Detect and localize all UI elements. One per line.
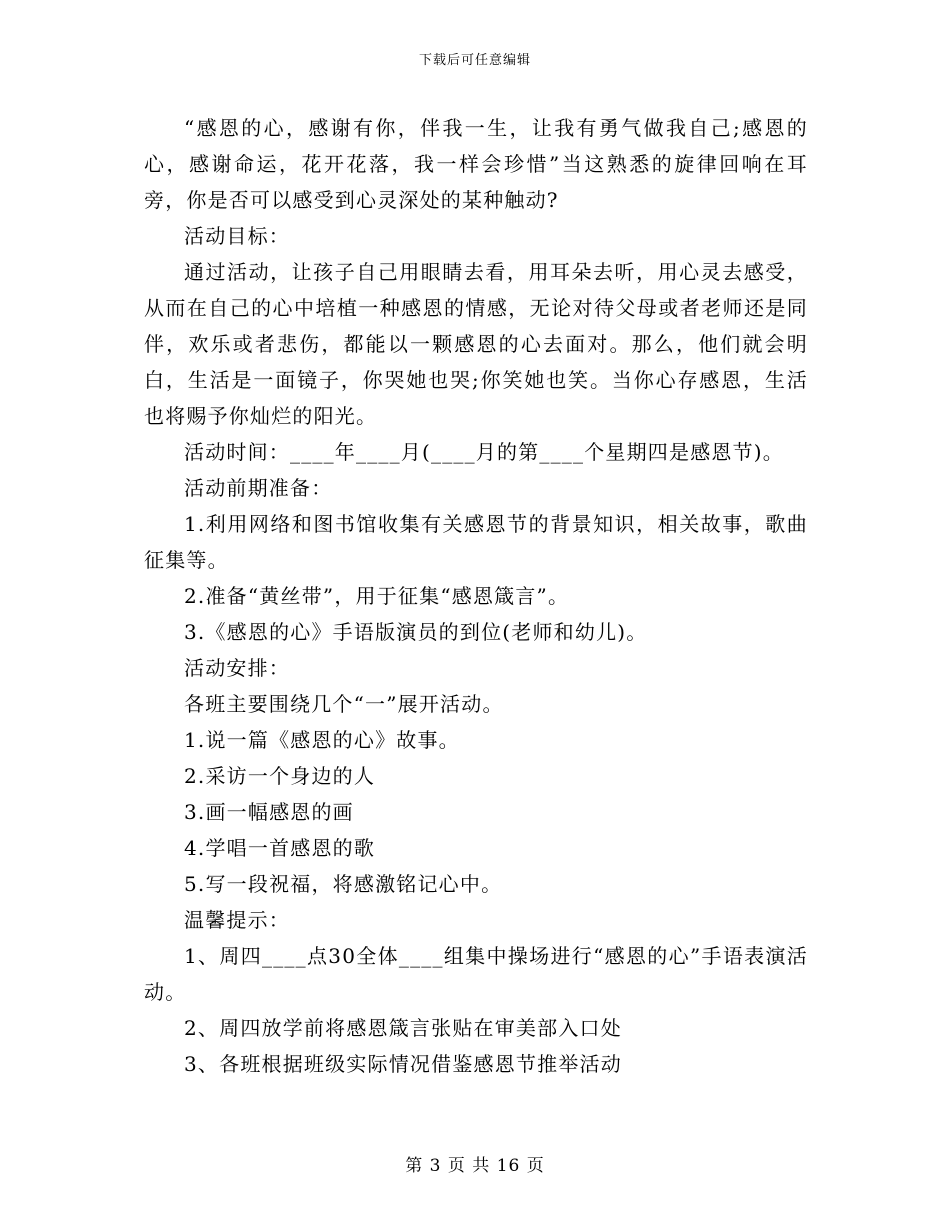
activity-time-line: 活动时间：____年____月(____月的第____个星期四是感恩节)。 (184, 440, 785, 464)
section-heading-goals: 活动目标： (184, 224, 290, 248)
arrangement-item: 3.画一幅感恩的画 (184, 800, 354, 824)
arrangement-item: 2.采访一个身边的人 (184, 764, 376, 788)
page-number-footer: 第 3 页 共 16 页 (405, 1156, 545, 1176)
page-header: 下载后可任意编辑 (418, 53, 531, 68)
arrangement-item: 5.写一段祝福，将感激铭记心中。 (184, 872, 503, 896)
intro-paragraph: “感恩的心，感谢有你，伴我一生，让我有勇气做我自己;感恩的心，感谢命运，花开花落，我一样会珍惜”当这熟悉的旋律回响在耳旁，你是否可以感受到心灵深处的某种触动? (144, 116, 808, 212)
document-body (144, 110, 808, 1082)
section-heading-tips: 温馨提示： (184, 908, 290, 932)
preparation-item: 1.利用网络和图书馆收集有关感恩节的背景知识，相关故事，歌曲征集等。 (144, 512, 808, 572)
preparation-item: 3.《感恩的心》手语版演员的到位(老师和幼儿)。 (184, 620, 648, 644)
section-heading-arrangement: 活动安排： (184, 656, 290, 680)
goals-paragraph: 通过活动，让孩子自己用眼睛去看，用耳朵去听，用心灵去感受，从而在自己的心中培植一种感恩的情感，无论对待父母或者老师还是同伴，欢乐或者悲伤，都能以一颗感恩的心去面对。那么，他们就会明白，生活是一面镜子，你哭她也哭;你笑她也笑。当你心存感恩，生活也将赐予你灿烂的阳光。 (144, 260, 808, 428)
arrangement-intro: 各班主要围绕几个“一”展开活动。 (184, 692, 504, 716)
arrangement-item: 1.说一篇《感恩的心》故事。 (184, 728, 460, 752)
section-heading-preparation: 活动前期准备： (184, 476, 333, 500)
tip-item: 3、各班根据班级实际情况借鉴感恩节推举活动 (184, 1052, 622, 1076)
tip-item: 2、周四放学前将感恩箴言张贴在审美部入口处 (184, 1016, 622, 1040)
arrangement-item: 4.学唱一首感恩的歌 (184, 836, 376, 860)
tip-item: 1、周四____点30全体____组集中操场进行“感恩的心”手语表演活动。 (144, 944, 808, 1004)
preparation-item: 2.准备“黄丝带”，用于征集“感恩箴言”。 (184, 584, 570, 608)
